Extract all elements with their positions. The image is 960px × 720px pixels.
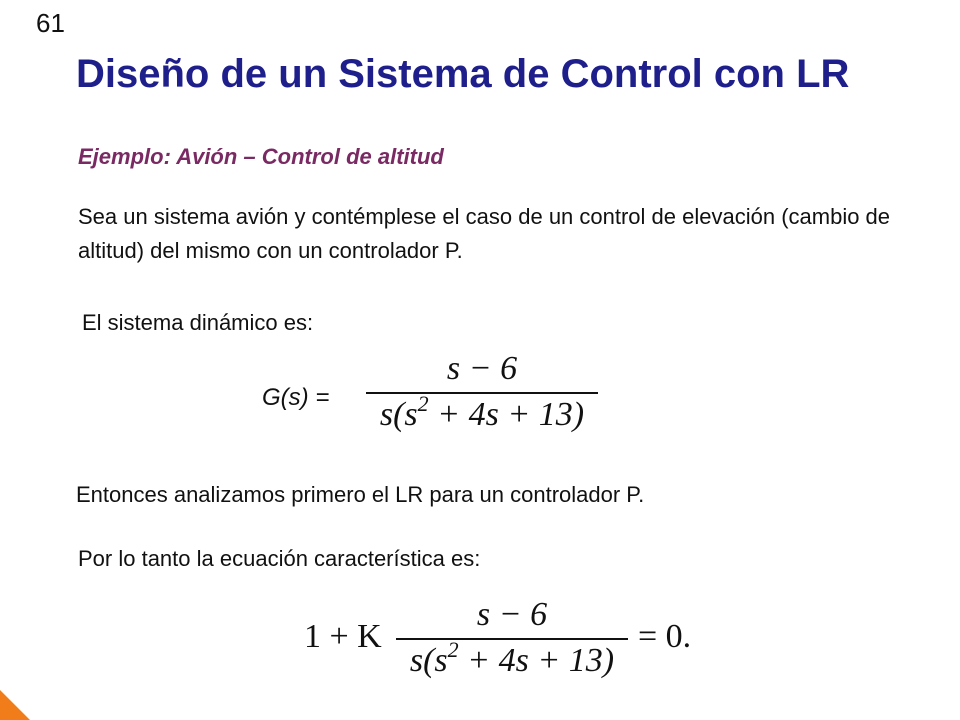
- char-eq-numerator: s − 6: [476, 596, 548, 633]
- page-number: 61: [36, 8, 65, 38]
- slide-subtitle: Ejemplo: Avión – Control de altitud: [78, 144, 444, 169]
- char-eq-den-part-a: s(s: [409, 642, 448, 679]
- intro-paragraph: Sea un sistema avión y contémplese el caso de un control de elevación (cambio de altitud) del mismo con un controlador P.: [78, 204, 891, 263]
- corner-accent-triangle: [0, 690, 30, 720]
- gs-lhs: G(s) =: [262, 384, 330, 411]
- char-eq-den-exponent: 2: [447, 637, 459, 662]
- char-eq-tail: = 0.: [638, 618, 692, 655]
- char-eq-lead: [304, 618, 382, 656]
- char-eq-denominator: [396, 637, 628, 680]
- dynamic-system-label: El sistema dinámico es:: [82, 310, 314, 335]
- analysis-text: Entonces analizamos primero el LR para un controlador P.: [76, 482, 645, 507]
- char-eq-label: Por lo tanto la ecuación característica es:: [78, 546, 481, 571]
- char-eq-fraction: [396, 596, 628, 680]
- char-eq-lead-text: 1 + K: [304, 618, 382, 655]
- gs-denominator: [366, 391, 598, 434]
- char-eq-den-part-b: + 4s + 13): [458, 642, 615, 679]
- gs-fraction: [366, 350, 598, 434]
- char-eq-fraction-bar: [396, 638, 628, 640]
- gs-numerator: s − 6: [446, 350, 518, 387]
- slide-title: Diseño de un Sistema de Control con LR: [76, 52, 850, 96]
- gs-den-exponent: 2: [417, 391, 429, 416]
- gs-fraction-bar: [366, 392, 598, 394]
- gs-den-part-b: + 4s + 13): [428, 396, 585, 433]
- gs-den-part-a: s(s: [379, 396, 418, 433]
